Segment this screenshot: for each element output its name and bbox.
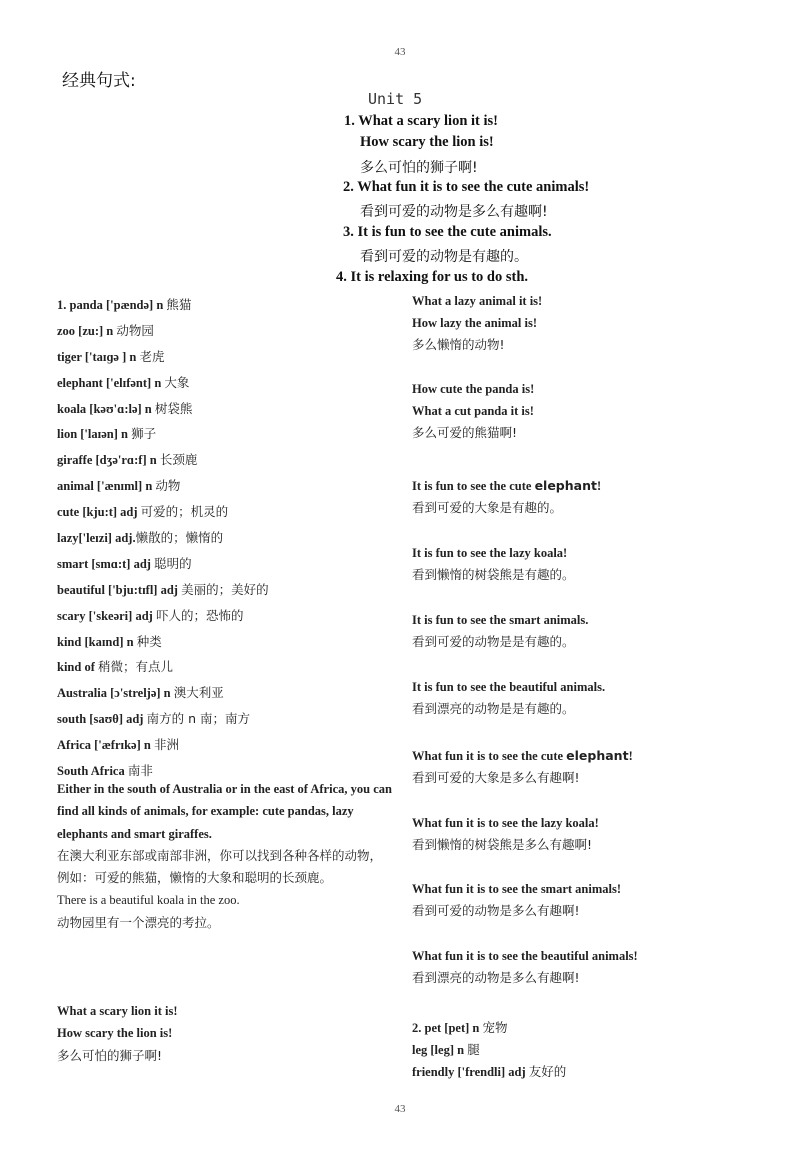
sentence: 看到漂亮的动物是多么有趣啊! — [412, 970, 580, 985]
vocab-item: 2. pet [pet] n 宠物 — [412, 1020, 508, 1035]
sentence: What a scary lion it is! — [57, 1004, 178, 1018]
vocab-item: South Africa 南非 — [57, 763, 153, 779]
sentence: 看到漂亮的动物是是有趣的。 — [412, 701, 575, 716]
page-number-bottom: 43 — [394, 1103, 406, 1115]
section-heading: 经典句式: — [62, 71, 136, 91]
vocab-item: friendly ['frendli] adj 友好的 — [412, 1064, 567, 1079]
paragraph-english-2: There is a beautiful koala in the zoo. — [57, 893, 240, 908]
paragraph-chinese: 在澳大利亚东部或南部非洲，你可以找到各种各样的动物，例如：可爱的熊猫，懒惰的大象和聪明的长颈鹿。 — [57, 847, 383, 886]
paragraph-chinese-2: 动物园里有一个漂亮的考拉。 — [57, 914, 220, 930]
center-sentence: 多么可怕的狮子啊! — [360, 160, 478, 176]
sentence: What fun it is to see the smart animals! — [412, 882, 622, 896]
center-sentence: How scary the lion is! — [360, 134, 494, 150]
sentence: How scary the lion is! — [57, 1026, 173, 1041]
vocab-item: giraffe [dʒə'rɑ:f] n 长颈鹿 — [57, 452, 198, 468]
vocab-item: kind of 稍微；有点儿 — [57, 659, 174, 675]
vocab-item: Africa ['æfrɪkə] n 非洲 — [57, 737, 179, 753]
vocab-item: south [saʊθ] adj 南方的 n 南；南方 — [57, 711, 250, 727]
sentence: 多么懒惰的动物! — [412, 337, 505, 352]
sentence: 看到懒惰的树袋熊是有趣的。 — [412, 567, 575, 582]
vocab-item: scary ['skeəri] adj 吓人的；恐怖的 — [57, 607, 244, 623]
paragraph-english: Either in the south of Australia or in the east of Africa, you can find all kinds of animals, for example: cute pandas, lazy elephants and smart giraffes. — [57, 782, 392, 841]
sentence: 看到可爱的动物是多么有趣啊! — [412, 903, 580, 918]
center-sentence: 看到可爱的动物是多么有趣啊! — [360, 204, 548, 220]
vocab-item: leg [leg] n 腿 — [412, 1042, 480, 1057]
sentence: It is fun to see the lazy koala! — [412, 546, 568, 560]
example-paragraph — [57, 778, 392, 934]
sentence: 多么可怕的狮子啊! — [57, 1047, 163, 1063]
center-sentence: 看到可爱的动物是有趣的。 — [360, 249, 528, 265]
sentence: What fun it is to see the beautiful animals! — [412, 949, 638, 963]
vocab-item: beautiful ['bju:tɪfl] adj 美丽的；美好的 — [57, 581, 269, 597]
vocab-item: koala [kəʊ'ɑ:lə] n 树袋熊 — [57, 400, 193, 416]
right-group-2 — [412, 378, 792, 444]
right-group-10 — [412, 945, 792, 989]
vocab-item: animal ['ænɪml] n 动物 — [57, 478, 181, 494]
right-group-9 — [412, 878, 792, 922]
sentence: 看到懒惰的树袋熊是多么有趣啊! — [412, 837, 593, 852]
right-group-7 — [412, 745, 792, 789]
sentence: What fun it is to see the cute elephant! — [412, 748, 633, 763]
vocab-item: tiger ['taɪɡə ] n 老虎 — [57, 348, 165, 364]
center-sentence: 4. It is relaxing for us to do sth. — [336, 269, 529, 285]
right-group-5 — [412, 609, 792, 653]
sentence: It is fun to see the smart animals. — [412, 613, 589, 627]
vocab-item: lion ['laɪən] n 狮子 — [57, 426, 157, 442]
right-group-6 — [412, 676, 792, 720]
sentence: 看到可爱的动物是是有趣的。 — [412, 634, 575, 649]
vocab-item: zoo [zu:] n 动物园 — [57, 322, 154, 338]
sentence: 看到可爱的大象是多么有趣啊! — [412, 770, 580, 785]
right-group-3 — [412, 475, 792, 519]
vocab-item: Australia [ɔ'streljə] n 澳大利亚 — [57, 685, 224, 701]
vocab-item: smart [smɑ:t] adj 聪明的 — [57, 555, 192, 571]
center-sentence: 2. What fun it is to see the cute animals! — [343, 179, 590, 195]
left-bottom-sentences — [57, 1000, 392, 1067]
vocab-item: lazy['leɪzi] adj.懒散的；懒惰的 — [57, 530, 224, 546]
sentence: What a lazy animal it is! — [412, 294, 543, 308]
unit-title: Unit 5 — [368, 90, 423, 108]
sentence: It is fun to see the cute elephant! — [412, 478, 602, 493]
sentence: 看到可爱的大象是有趣的。 — [412, 500, 563, 515]
right-vocab — [412, 1017, 792, 1083]
sentence: How lazy the animal is! — [412, 316, 537, 330]
center-sentence: 3. It is fun to see the cute animals. — [343, 224, 552, 240]
vocabulary-list — [57, 295, 392, 787]
vocab-item: elephant ['elɪfənt] n 大象 — [57, 374, 190, 390]
right-group-4 — [412, 542, 792, 586]
vocab-item: cute [kju:t] adj 可爱的；机灵的 — [57, 504, 229, 520]
sentence: What a cut panda it is! — [412, 404, 534, 418]
vocab-item: kind [kaɪnd] n 种类 — [57, 633, 162, 649]
center-sentence: 1. What a scary lion it is! — [344, 113, 498, 129]
sentence: How cute the panda is! — [412, 382, 535, 396]
sentence: It is fun to see the beautiful animals. — [412, 680, 606, 694]
sentence: What fun it is to see the lazy koala! — [412, 816, 599, 830]
page-number-top: 43 — [394, 46, 406, 58]
right-group-1 — [412, 290, 792, 356]
sentence: 多么可爱的熊猫啊! — [412, 425, 518, 440]
right-group-8 — [412, 812, 792, 856]
vocab-item: 1. panda ['pændə] n 熊猫 — [57, 297, 192, 312]
